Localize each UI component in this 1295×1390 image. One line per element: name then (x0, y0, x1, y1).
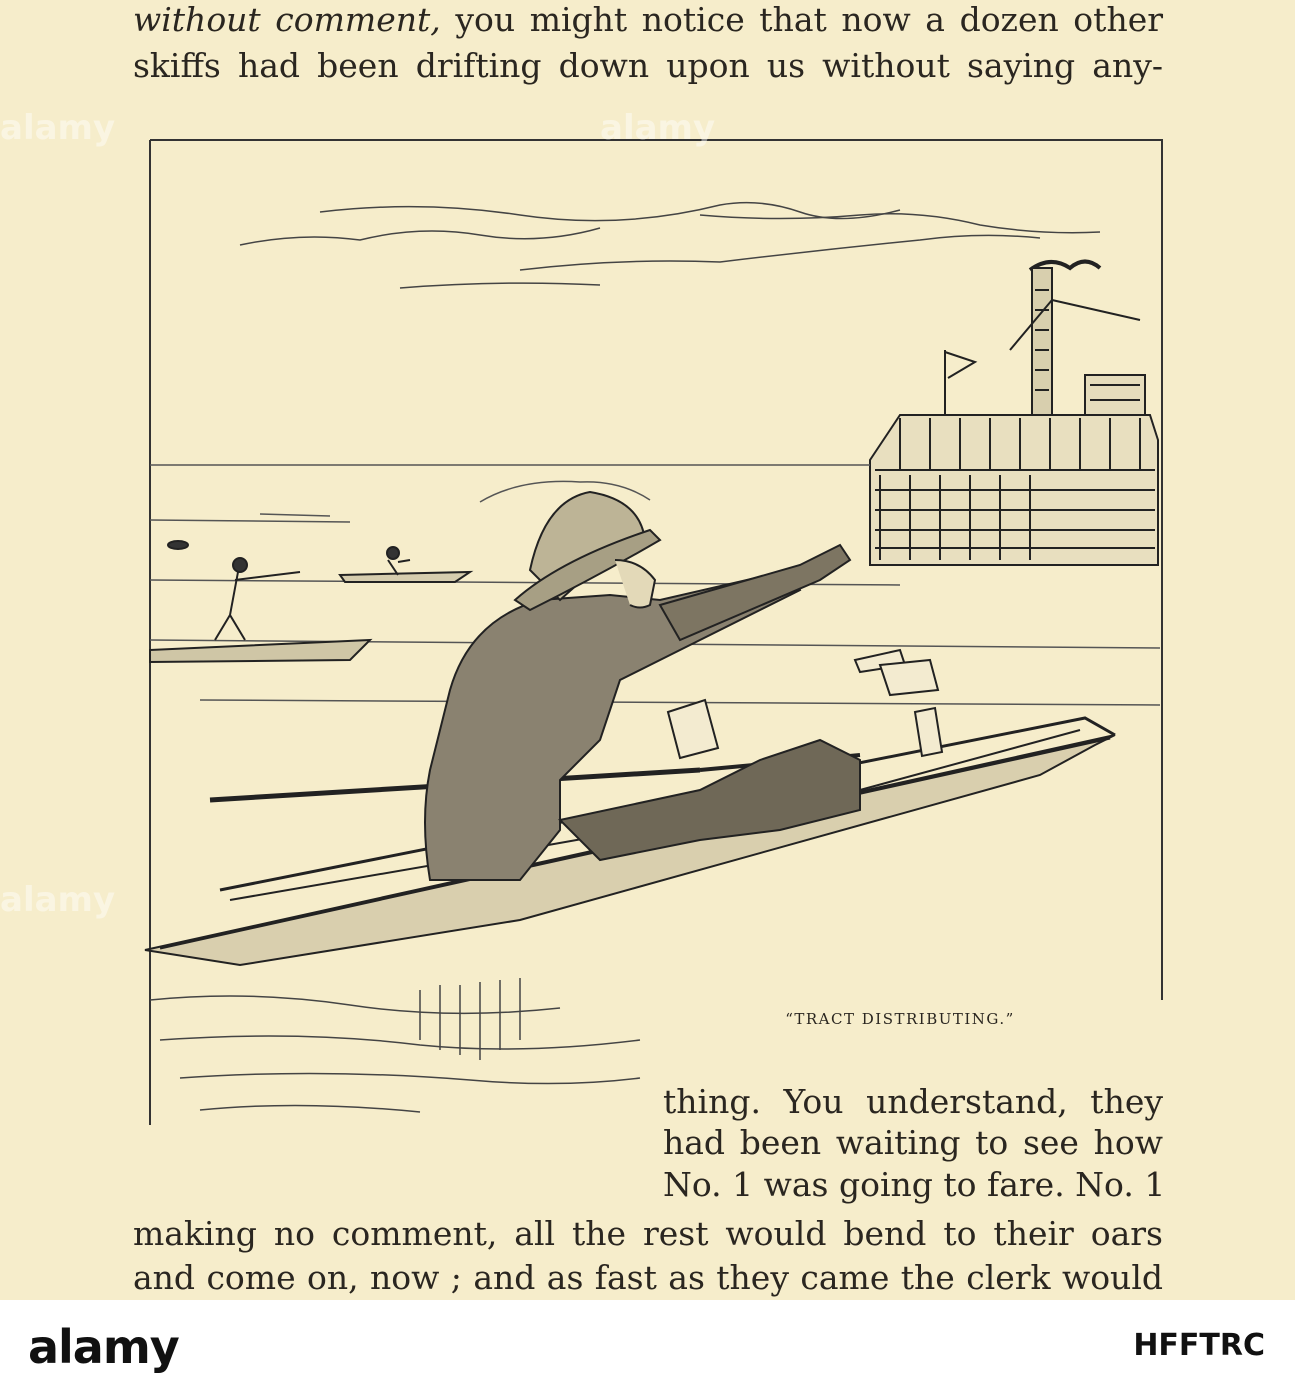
alamy-logo: alamy (28, 1320, 179, 1374)
watermark: alamy (0, 108, 116, 148)
clouds (240, 203, 1100, 288)
text-line-4: had been waiting to see how (663, 1123, 1163, 1162)
illustration-caption: “TRACT DISTRIBUTING.” (785, 1010, 1015, 1028)
italic-phrase: without comment, (133, 0, 441, 39)
text-line-1-rest: you might notice that now a dozen other (440, 0, 1163, 39)
text-line-6: making no comment, all the rest would bend to their oars (133, 1214, 1163, 1253)
steamboat (870, 268, 1158, 565)
text-line-5: No. 1 was going to fare. No. 1 (663, 1165, 1166, 1204)
text-line-3: thing. You understand, they (663, 1082, 1163, 1121)
text-line-7: and come on, now ; and as fast as they came the clerk would (133, 1258, 1163, 1297)
distant-boats (150, 541, 470, 662)
watermark: alamy (0, 880, 116, 920)
watermark: alamy (600, 108, 716, 148)
image-id: HFFTRC (1133, 1328, 1265, 1363)
stock-footer-bar (0, 1300, 1295, 1390)
text-line-2: skiffs had been drifting down upon us without saying any- (133, 46, 1163, 85)
water-reflections (150, 978, 640, 1112)
